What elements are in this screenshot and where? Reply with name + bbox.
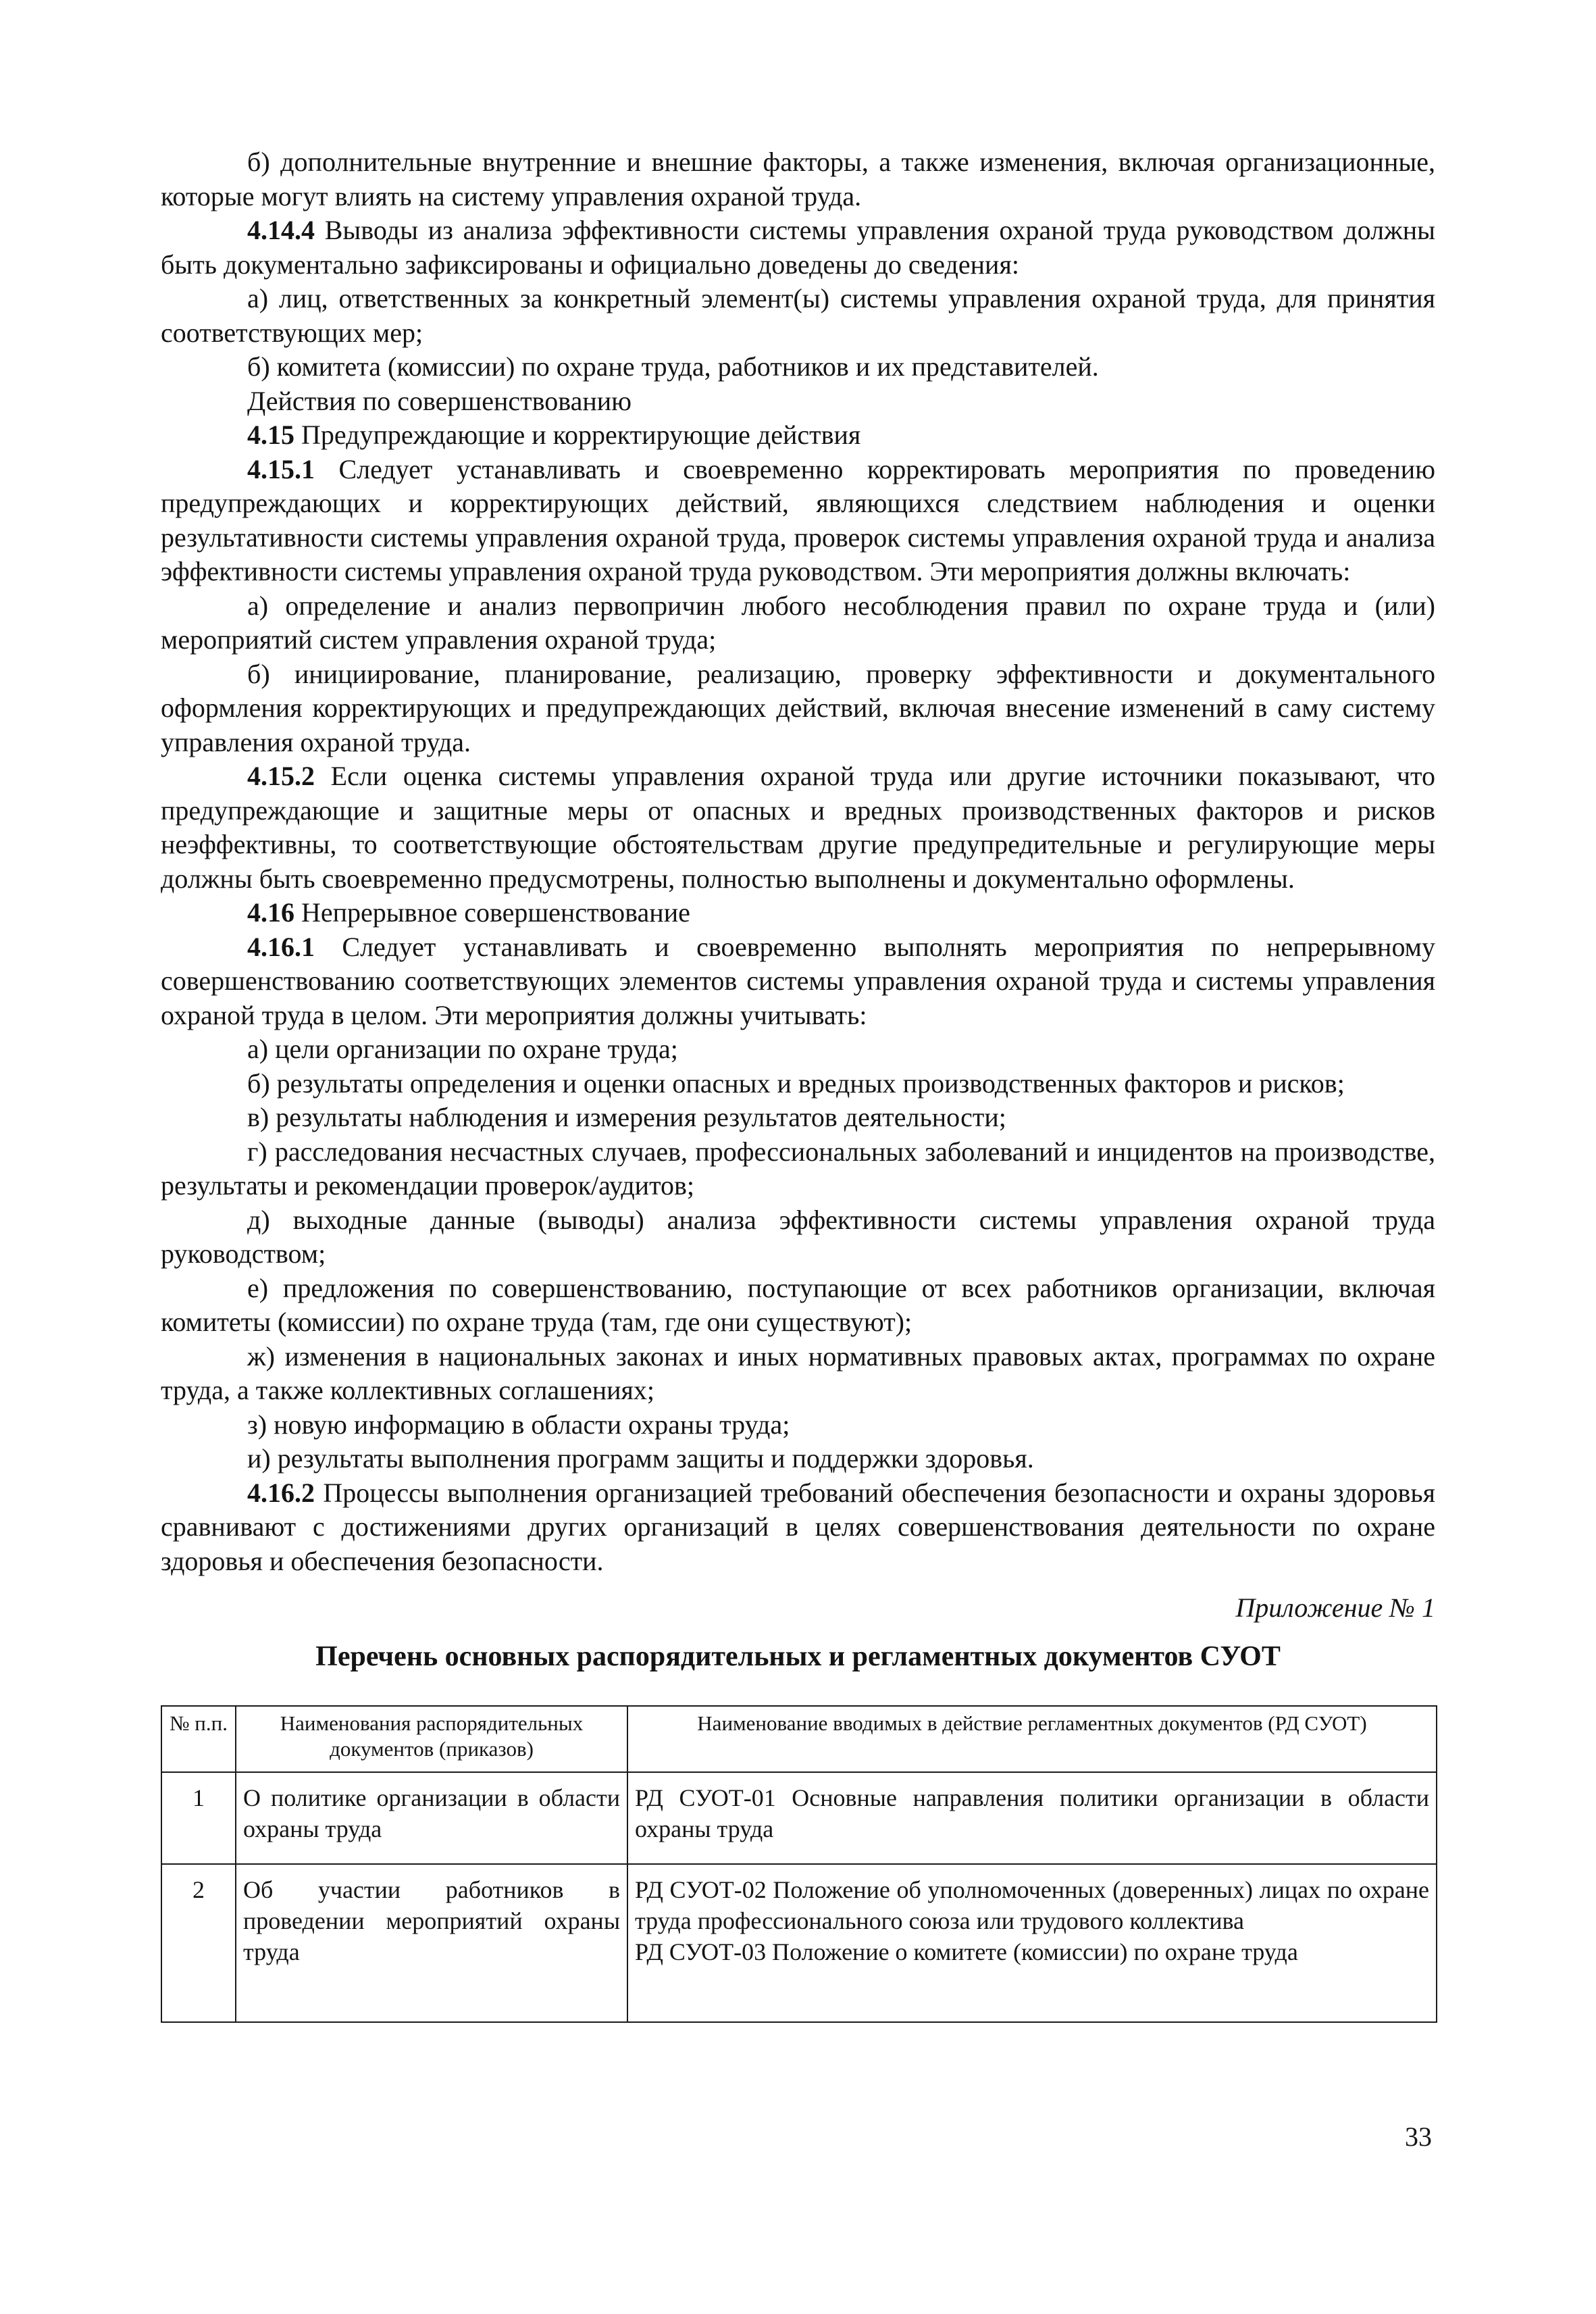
- list-item: а) цели организации по охране труда;: [247, 1034, 678, 1064]
- clause-number: 4.14.4: [247, 215, 315, 245]
- list-item: и) результаты выполнения программ защиты и поддержки здоровья.: [247, 1443, 1034, 1474]
- clause-number: 4.15.1: [247, 453, 315, 484]
- order-name: О политике организации в области охраны труда: [236, 1772, 627, 1864]
- list-item: е) предложения по совершенствованию, поступающие от всех работников организации, включая комитеты (комиссии) по охране труда (там, где они существуют);: [161, 1272, 1435, 1337]
- list-item: б) комитета (комиссии) по охране труда, работников и их представителей.: [247, 351, 1099, 382]
- table-row: [161, 1864, 1437, 2022]
- document-body: [161, 145, 1435, 2023]
- list-item: з) новую информацию в области охраны труда;: [247, 1409, 790, 1440]
- regulation-doc: РД СУОТ-03 Положение о комитете (комиссии) по охране труда: [635, 1938, 1298, 1965]
- header-orders: Наименования распорядительных документов (приказов): [236, 1706, 627, 1772]
- list-item: г) расследования несчастных случаев, профессиональных заболеваний и инцидентов на производстве, результаты и рекомендации проверок/аудитов;: [161, 1136, 1435, 1201]
- header-docs: Наименование вводимых в действие регламентных документов (РД СУОТ): [627, 1706, 1437, 1772]
- regulation-docs: [627, 1772, 1437, 1864]
- clause-4-15: 4.15 Предупреждающие и корректирующие действия: [247, 420, 861, 450]
- clause-4-15-1: 4.15.1 Следует устанавливать и своевременно корректировать мероприятия по проведению предупреждающих и корректирующих действий, являющихся следствием наблюдения и оценки результативности системы управления охраной труда, проверок системы управления охраной труда и анализа эффективности системы управления охраной труда руководством. Эти мероприятия должны включать:: [161, 453, 1435, 586]
- table-header-row: [161, 1706, 1437, 1772]
- list-item: в) результаты наблюдения и измерения результатов деятельности;: [247, 1102, 1006, 1132]
- clause-4-14-4: 4.14.4 Выводы из анализа эффективности системы управления охраной труда руководством должны быть документально зафиксированы и официально доведены до сведения:: [161, 215, 1435, 280]
- clause-number: 4.16: [247, 897, 294, 928]
- list-item: б) результаты определения и оценки опасных и вредных производственных факторов и рисков;: [247, 1067, 1345, 1099]
- clause-4-16-1: 4.16.1 Следует устанавливать и своевременно выполнять мероприятия по непрерывному совершенствованию соответствующих элементов системы управления охраной труда и системы управления охраной труда в целом. Эти мероприятия должны учитывать:: [161, 931, 1435, 1030]
- clause-number: 4.16.2: [247, 1477, 315, 1508]
- order-name: Об участии работников в проведении мероприятий охраны труда: [236, 1864, 627, 2022]
- clause-4-16: 4.16 Непрерывное совершенствование: [247, 897, 690, 928]
- clause-number: 4.15.2: [247, 761, 315, 791]
- page-number: 33: [1405, 2121, 1432, 2152]
- table-row: [161, 1772, 1437, 1864]
- list-item: д) выходные данные (выводы) анализа эффективности системы управления охраной труда руководством;: [161, 1204, 1435, 1269]
- paragraph: б) дополнительные внутренние и внешние факторы, а также изменения, включая организационные, которые могут влиять на систему управления охраной труда.: [161, 147, 1435, 211]
- appendix-label: Приложение № 1: [1235, 1592, 1435, 1623]
- clause-number: 4.16.1: [247, 931, 315, 962]
- list-item: а) определение и анализ первопричин любого несоблюдения правил по охране труда и (или) мероприятий систем управления охраной труда;: [161, 590, 1435, 655]
- header-num: № п.п.: [161, 1706, 236, 1772]
- regulation-docs: [627, 1864, 1437, 2022]
- section-heading: Действия по совершенствованию: [247, 385, 632, 416]
- regulation-doc: РД СУОТ-02 Положение об уполномоченных (доверенных) лицах по охране труда профессионального союза или трудового коллектива: [635, 1876, 1429, 1934]
- list-item: б) инициирование, планирование, реализацию, проверку эффективности и документального оформления корректирующих и предупреждающих действий, включая внесение изменений в саму систему управления охраной труда.: [161, 658, 1435, 757]
- table-title: Перечень основных распорядительных и регламентных документов СУОТ: [315, 1641, 1281, 1672]
- clause-4-15-2: 4.15.2 Если оценка системы управления охраной труда или другие источники показывают, что предупреждающие и защитные меры от опасных и вредных производственных факторов и рисков неэффективны, то соответствующие обстоятельствам другие предупредительные и регулирующие меры должны быть своевременно предусмотрены, полностью выполнены и документально оформлены.: [161, 761, 1435, 894]
- list-item: а) лиц, ответственных за конкретный элемент(ы) системы управления охраной труда, для принятия соответствующих мер;: [161, 283, 1435, 348]
- clause-4-16-2: 4.16.2 Процессы выполнения организацией требований обеспечения безопасности и охраны здоровья сравнивают с достижениями других организаций в целях совершенствования деятельности по охране здоровья и обеспечения безопасности.: [161, 1477, 1435, 1576]
- clause-number: 4.15: [247, 420, 294, 450]
- row-number: 1: [161, 1772, 236, 1864]
- list-item: ж) изменения в национальных законах и иных нормативных правовых актах, программах по охране труда, а также коллективных соглашениях;: [161, 1340, 1435, 1405]
- documents-table: [161, 1705, 1437, 2023]
- regulation-doc: РД СУОТ-01 Основные направления политики организации в области охраны труда: [635, 1784, 1429, 1842]
- row-number: 2: [161, 1864, 236, 2022]
